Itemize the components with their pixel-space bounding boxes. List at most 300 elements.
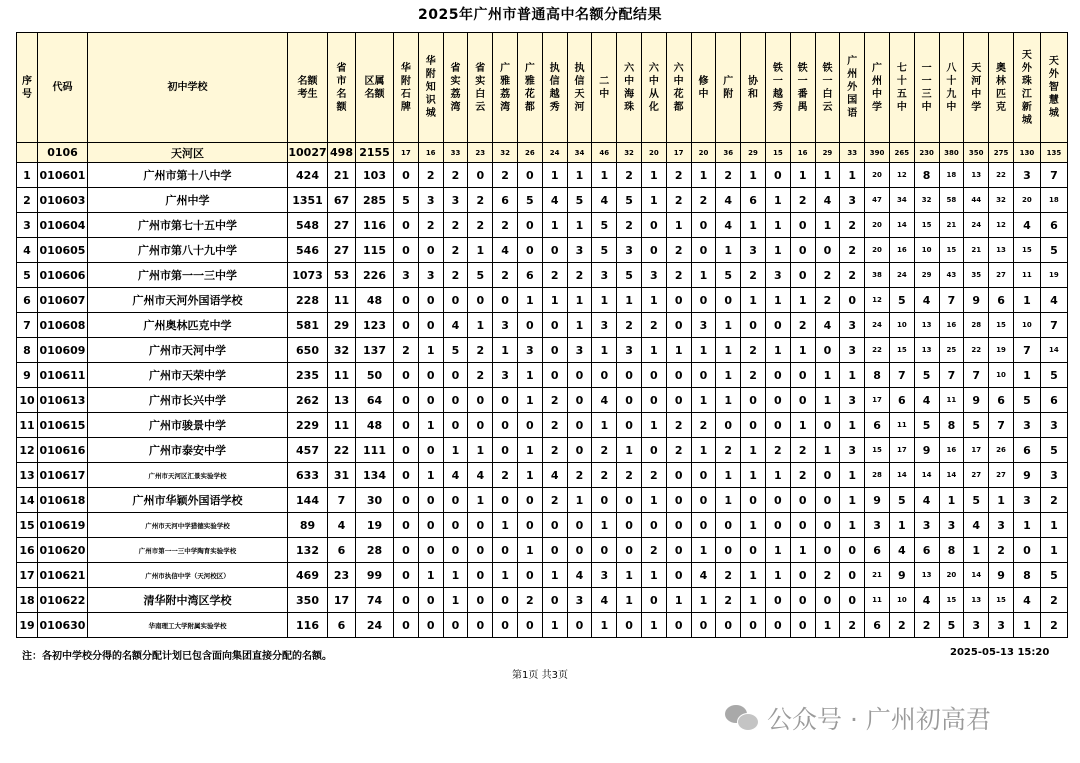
district-cell: 32	[617, 143, 642, 163]
row-cell: 1	[741, 163, 766, 188]
row-cell: 0	[443, 413, 468, 438]
row-cell: 4	[443, 463, 468, 488]
row-cell: 1	[765, 213, 790, 238]
row-cell: 19	[989, 338, 1014, 363]
row-cell: 2	[542, 438, 567, 463]
row-cell: 5	[889, 288, 914, 313]
row-school: 广州市泰安中学	[88, 438, 288, 463]
district-cell: 29	[741, 143, 766, 163]
row-cell: 12	[865, 288, 890, 313]
row-cell: 0	[666, 313, 691, 338]
row-cell: 15	[939, 238, 964, 263]
row-cell: 0	[592, 488, 617, 513]
row-cell: 1	[567, 288, 592, 313]
header-high-school: 奥林匹克	[989, 33, 1014, 143]
row-school: 广州市天河外国语学校	[88, 288, 288, 313]
row-cell: 0	[840, 288, 865, 313]
row-cell: 0	[765, 488, 790, 513]
row-cell: 1	[840, 463, 865, 488]
row-cell: 23	[328, 563, 356, 588]
row-cell: 0	[443, 363, 468, 388]
row-cell: 0	[493, 288, 518, 313]
row-cell: 0	[641, 363, 666, 388]
row-cell: 1	[542, 563, 567, 588]
row-cell: 1	[691, 163, 716, 188]
row-cell: 2	[468, 363, 493, 388]
row-cell: 2	[666, 413, 691, 438]
district-cell: 230	[914, 143, 939, 163]
row-cell: 0	[468, 413, 493, 438]
row-seq: 18	[17, 588, 38, 613]
district-cell: 34	[567, 143, 592, 163]
row-seq: 11	[17, 413, 38, 438]
row-cell: 13	[914, 313, 939, 338]
header-high-school: 六中海珠	[617, 33, 642, 143]
row-cell: 2	[443, 263, 468, 288]
row-code: 010617	[38, 463, 88, 488]
header-high-school: 二中	[592, 33, 617, 143]
row-cell: 0	[542, 313, 567, 338]
row-cell: 2	[567, 263, 592, 288]
row-cell: 16	[939, 438, 964, 463]
row-cell: 1	[517, 288, 542, 313]
header-high-school: 省实荔湾	[443, 33, 468, 143]
row-cell: 633	[288, 463, 328, 488]
row-cell: 6	[328, 613, 356, 638]
row-cell: 2	[790, 463, 815, 488]
district-cell: 20	[691, 143, 716, 163]
row-cell: 1	[815, 163, 840, 188]
row-cell: 2	[790, 188, 815, 213]
row-cell: 16	[889, 238, 914, 263]
row-school: 广州市执信中学（天河校区）	[88, 563, 288, 588]
row-cell: 1	[939, 488, 964, 513]
row-cell: 0	[617, 413, 642, 438]
row-cell: 3	[567, 238, 592, 263]
row-cell: 0	[394, 438, 419, 463]
row-cell: 2	[641, 538, 666, 563]
row-cell: 0	[517, 163, 542, 188]
row-cell: 1351	[288, 188, 328, 213]
row-cell: 0	[418, 488, 443, 513]
row-cell: 11	[889, 413, 914, 438]
row-cell: 0	[691, 613, 716, 638]
row-cell: 0	[567, 538, 592, 563]
row-cell: 7	[1040, 313, 1067, 338]
header-high-school: 广雅花都	[517, 33, 542, 143]
table-row	[17, 613, 1068, 638]
row-cell: 4	[542, 463, 567, 488]
row-cell: 2	[443, 238, 468, 263]
row-cell: 4	[1013, 213, 1040, 238]
row-cell: 18	[939, 163, 964, 188]
row-cell: 3	[567, 588, 592, 613]
row-cell: 0	[394, 238, 419, 263]
row-cell: 2	[641, 313, 666, 338]
row-cell: 27	[989, 263, 1014, 288]
row-cell: 22	[989, 163, 1014, 188]
row-cell: 0	[418, 613, 443, 638]
row-cell: 0	[815, 463, 840, 488]
row-cell: 262	[288, 388, 328, 413]
row-cell: 0	[790, 363, 815, 388]
row-cell: 3	[691, 313, 716, 338]
row-cell: 0	[691, 363, 716, 388]
row-cell: 13	[914, 338, 939, 363]
row-cell: 2	[741, 263, 766, 288]
table-row	[17, 238, 1068, 263]
row-cell: 8	[939, 538, 964, 563]
row-cell: 350	[288, 588, 328, 613]
row-cell: 0	[493, 438, 518, 463]
row-cell: 1	[840, 163, 865, 188]
row-school: 广州奥林匹克中学	[88, 313, 288, 338]
row-cell: 2	[840, 613, 865, 638]
row-cell: 1	[840, 413, 865, 438]
row-cell: 1	[517, 538, 542, 563]
header-high-school: 六中从化	[641, 33, 666, 143]
row-cell: 1	[790, 413, 815, 438]
table-row	[17, 563, 1068, 588]
row-school: 广州市第八十九中学	[88, 238, 288, 263]
footnote: 注：各初中学校分得的名额分配计划已包含面向集团直接分配的名额。	[22, 651, 332, 662]
row-cell: 2	[468, 213, 493, 238]
row-cell: 13	[964, 588, 989, 613]
row-cell: 9	[989, 563, 1014, 588]
row-cell: 1	[1013, 288, 1040, 313]
row-cell: 2	[716, 163, 741, 188]
row-cell: 1	[790, 338, 815, 363]
header-high-school: 省实白云	[468, 33, 493, 143]
row-cell: 11	[328, 363, 356, 388]
row-cell: 2	[666, 238, 691, 263]
row-cell: 1	[815, 213, 840, 238]
row-cell: 0	[468, 588, 493, 613]
row-cell: 0	[641, 238, 666, 263]
row-cell: 0	[741, 413, 766, 438]
row-seq: 7	[17, 313, 38, 338]
row-cell: 1	[840, 513, 865, 538]
row-cell: 0	[493, 413, 518, 438]
header-school: 初中学校	[88, 33, 288, 143]
row-cell: 0	[691, 463, 716, 488]
row-cell: 0	[765, 588, 790, 613]
row-cell: 4	[493, 238, 518, 263]
row-cell: 4	[542, 188, 567, 213]
row-cell: 6	[989, 388, 1014, 413]
row-school: 广州市华颖外国语学校	[88, 488, 288, 513]
district-cell: 265	[889, 143, 914, 163]
header-high-school: 天河中学	[964, 33, 989, 143]
row-cell: 13	[914, 563, 939, 588]
row-cell: 1	[765, 338, 790, 363]
row-cell: 14	[964, 563, 989, 588]
row-cell: 7	[1013, 338, 1040, 363]
row-cell: 2	[418, 163, 443, 188]
row-cell: 5	[1040, 563, 1067, 588]
row-cell: 0	[567, 513, 592, 538]
row-cell: 2	[1040, 488, 1067, 513]
header-high-school: 执信越秀	[542, 33, 567, 143]
row-cell: 1	[741, 288, 766, 313]
row-cell: 1	[617, 288, 642, 313]
row-cell: 14	[939, 463, 964, 488]
row-cell: 2	[815, 263, 840, 288]
row-seq: 14	[17, 488, 38, 513]
row-cell: 6	[865, 613, 890, 638]
district-cell: 26	[517, 143, 542, 163]
row-cell: 3	[765, 263, 790, 288]
row-cell: 2	[1040, 588, 1067, 613]
row-seq: 12	[17, 438, 38, 463]
row-cell: 12	[989, 213, 1014, 238]
watermark	[725, 700, 991, 736]
row-seq: 2	[17, 188, 38, 213]
row-cell: 4	[914, 288, 939, 313]
row-cell: 1	[641, 288, 666, 313]
row-cell: 24	[356, 613, 394, 638]
row-cell: 44	[964, 188, 989, 213]
row-cell: 0	[493, 388, 518, 413]
row-cell: 1	[840, 363, 865, 388]
row-code: 010618	[38, 488, 88, 513]
row-cell: 14	[1040, 338, 1067, 363]
row-cell: 2	[443, 213, 468, 238]
row-cell: 0	[567, 613, 592, 638]
row-cell: 1	[517, 438, 542, 463]
row-cell: 29	[328, 313, 356, 338]
row-cell: 103	[356, 163, 394, 188]
row-school: 广州市第十八中学	[88, 163, 288, 188]
row-cell: 1	[716, 488, 741, 513]
row-cell: 1	[468, 238, 493, 263]
row-cell: 1	[765, 188, 790, 213]
row-cell: 2	[542, 263, 567, 288]
table-row	[17, 438, 1068, 463]
row-cell: 0	[517, 238, 542, 263]
row-cell: 21	[939, 213, 964, 238]
row-cell: 0	[394, 563, 419, 588]
row-cell: 1	[517, 363, 542, 388]
district-cell: 10027	[288, 143, 328, 163]
row-cell: 29	[914, 263, 939, 288]
row-cell: 2	[840, 263, 865, 288]
row-cell: 3	[443, 188, 468, 213]
row-code: 010607	[38, 288, 88, 313]
row-cell: 0	[567, 363, 592, 388]
row-cell: 0	[394, 288, 419, 313]
row-cell: 3	[641, 263, 666, 288]
row-cell: 0	[542, 588, 567, 613]
row-cell: 1	[691, 438, 716, 463]
row-cell: 3	[1040, 463, 1067, 488]
row-cell: 15	[889, 338, 914, 363]
row-cell: 1	[691, 338, 716, 363]
row-cell: 0	[741, 538, 766, 563]
row-school: 广州市长兴中学	[88, 388, 288, 413]
row-seq: 15	[17, 513, 38, 538]
row-seq: 9	[17, 363, 38, 388]
row-cell: 1	[418, 563, 443, 588]
quota-table	[16, 32, 1068, 638]
row-cell: 50	[356, 363, 394, 388]
row-school: 广州市天河区汇景实验学校	[88, 463, 288, 488]
table-row	[17, 313, 1068, 338]
row-cell: 0	[840, 588, 865, 613]
row-cell: 3	[567, 338, 592, 363]
row-cell: 228	[288, 288, 328, 313]
table-row	[17, 213, 1068, 238]
row-cell: 1	[741, 213, 766, 238]
row-cell: 2	[790, 438, 815, 463]
row-cell: 6	[865, 413, 890, 438]
row-code: 010605	[38, 238, 88, 263]
row-cell: 1	[592, 338, 617, 363]
row-cell: 10	[1013, 313, 1040, 338]
row-seq: 10	[17, 388, 38, 413]
row-cell: 4	[592, 588, 617, 613]
row-cell: 0	[790, 488, 815, 513]
row-cell: 3	[617, 238, 642, 263]
header-high-school: 广雅荔湾	[493, 33, 518, 143]
row-cell: 5	[394, 188, 419, 213]
row-cell: 13	[989, 238, 1014, 263]
row-cell: 0	[418, 538, 443, 563]
row-cell: 1	[790, 538, 815, 563]
row-cell: 8	[939, 413, 964, 438]
row-cell: 7	[889, 363, 914, 388]
row-cell: 229	[288, 413, 328, 438]
row-seq: 8	[17, 338, 38, 363]
row-cell: 1	[468, 488, 493, 513]
row-cell: 111	[356, 438, 394, 463]
row-cell: 43	[939, 263, 964, 288]
row-cell: 1	[567, 488, 592, 513]
row-cell: 7	[989, 413, 1014, 438]
row-cell: 0	[641, 388, 666, 413]
row-cell: 6	[1013, 438, 1040, 463]
row-cell: 0	[691, 213, 716, 238]
row-cell: 17	[964, 438, 989, 463]
row-school: 华南理工大学附属实验学校	[88, 613, 288, 638]
row-cell: 4	[567, 563, 592, 588]
district-summary-row	[17, 143, 1068, 163]
row-cell: 1	[641, 413, 666, 438]
row-cell: 5	[964, 488, 989, 513]
row-cell: 0	[815, 513, 840, 538]
row-cell: 1073	[288, 263, 328, 288]
row-cell: 4	[1040, 288, 1067, 313]
row-cell: 1	[741, 513, 766, 538]
row-cell: 0	[418, 313, 443, 338]
row-cell: 21	[964, 238, 989, 263]
row-cell: 1	[741, 463, 766, 488]
row-cell: 0	[617, 538, 642, 563]
row-cell: 0	[765, 388, 790, 413]
row-cell: 14	[889, 213, 914, 238]
row-cell: 1	[592, 163, 617, 188]
row-cell: 15	[989, 588, 1014, 613]
row-cell: 8	[914, 163, 939, 188]
row-cell: 2	[592, 438, 617, 463]
row-cell: 0	[815, 538, 840, 563]
row-code: 010609	[38, 338, 88, 363]
row-cell: 0	[542, 238, 567, 263]
row-cell: 13	[328, 388, 356, 413]
row-cell: 0	[617, 613, 642, 638]
row-school: 广州市骏景中学	[88, 413, 288, 438]
row-cell: 4	[328, 513, 356, 538]
row-cell: 48	[356, 288, 394, 313]
district-cell: 17	[394, 143, 419, 163]
row-cell: 3	[840, 338, 865, 363]
wechat-icon	[725, 705, 759, 731]
row-cell: 20	[865, 238, 890, 263]
row-cell: 2	[716, 438, 741, 463]
header-code: 代码	[38, 33, 88, 143]
row-cell: 3	[592, 263, 617, 288]
row-cell: 2	[567, 463, 592, 488]
row-cell: 0	[592, 363, 617, 388]
district-cell: 24	[542, 143, 567, 163]
row-cell: 2	[592, 463, 617, 488]
table-row	[17, 163, 1068, 188]
header-district-quota: 区属名额	[356, 33, 394, 143]
row-cell: 3	[493, 313, 518, 338]
row-cell: 0	[765, 613, 790, 638]
row-cell: 2	[542, 488, 567, 513]
header-high-school: 天外珠江新城	[1013, 33, 1040, 143]
table-row	[17, 288, 1068, 313]
row-school: 广州市第七十五中学	[88, 213, 288, 238]
row-cell: 1	[592, 413, 617, 438]
page-indicator: 第1页 共3页	[512, 670, 568, 681]
row-cell: 0	[790, 613, 815, 638]
row-cell: 3	[617, 338, 642, 363]
row-code: 010611	[38, 363, 88, 388]
row-cell: 1	[1013, 363, 1040, 388]
row-cell: 1	[889, 513, 914, 538]
row-code: 010606	[38, 263, 88, 288]
row-cell: 1	[443, 588, 468, 613]
row-cell: 1	[592, 613, 617, 638]
row-cell: 1	[815, 438, 840, 463]
row-cell: 3	[865, 513, 890, 538]
row-code: 010619	[38, 513, 88, 538]
row-cell: 457	[288, 438, 328, 463]
row-cell: 27	[328, 213, 356, 238]
row-cell: 24	[865, 313, 890, 338]
row-cell: 4	[691, 563, 716, 588]
row-cell: 32	[914, 188, 939, 213]
row-cell: 0	[542, 513, 567, 538]
row-cell: 0	[790, 213, 815, 238]
row-cell: 2	[666, 263, 691, 288]
row-cell: 0	[691, 288, 716, 313]
row-cell: 0	[765, 163, 790, 188]
row-cell: 0	[517, 313, 542, 338]
row-cell: 0	[517, 488, 542, 513]
row-cell: 1	[964, 538, 989, 563]
row-cell: 0	[493, 488, 518, 513]
row-cell: 1	[418, 413, 443, 438]
district-cell: 36	[716, 143, 741, 163]
table-row	[17, 188, 1068, 213]
row-cell: 0	[666, 613, 691, 638]
row-cell: 5	[716, 263, 741, 288]
row-cell: 0	[443, 613, 468, 638]
district-cell: 275	[989, 143, 1014, 163]
